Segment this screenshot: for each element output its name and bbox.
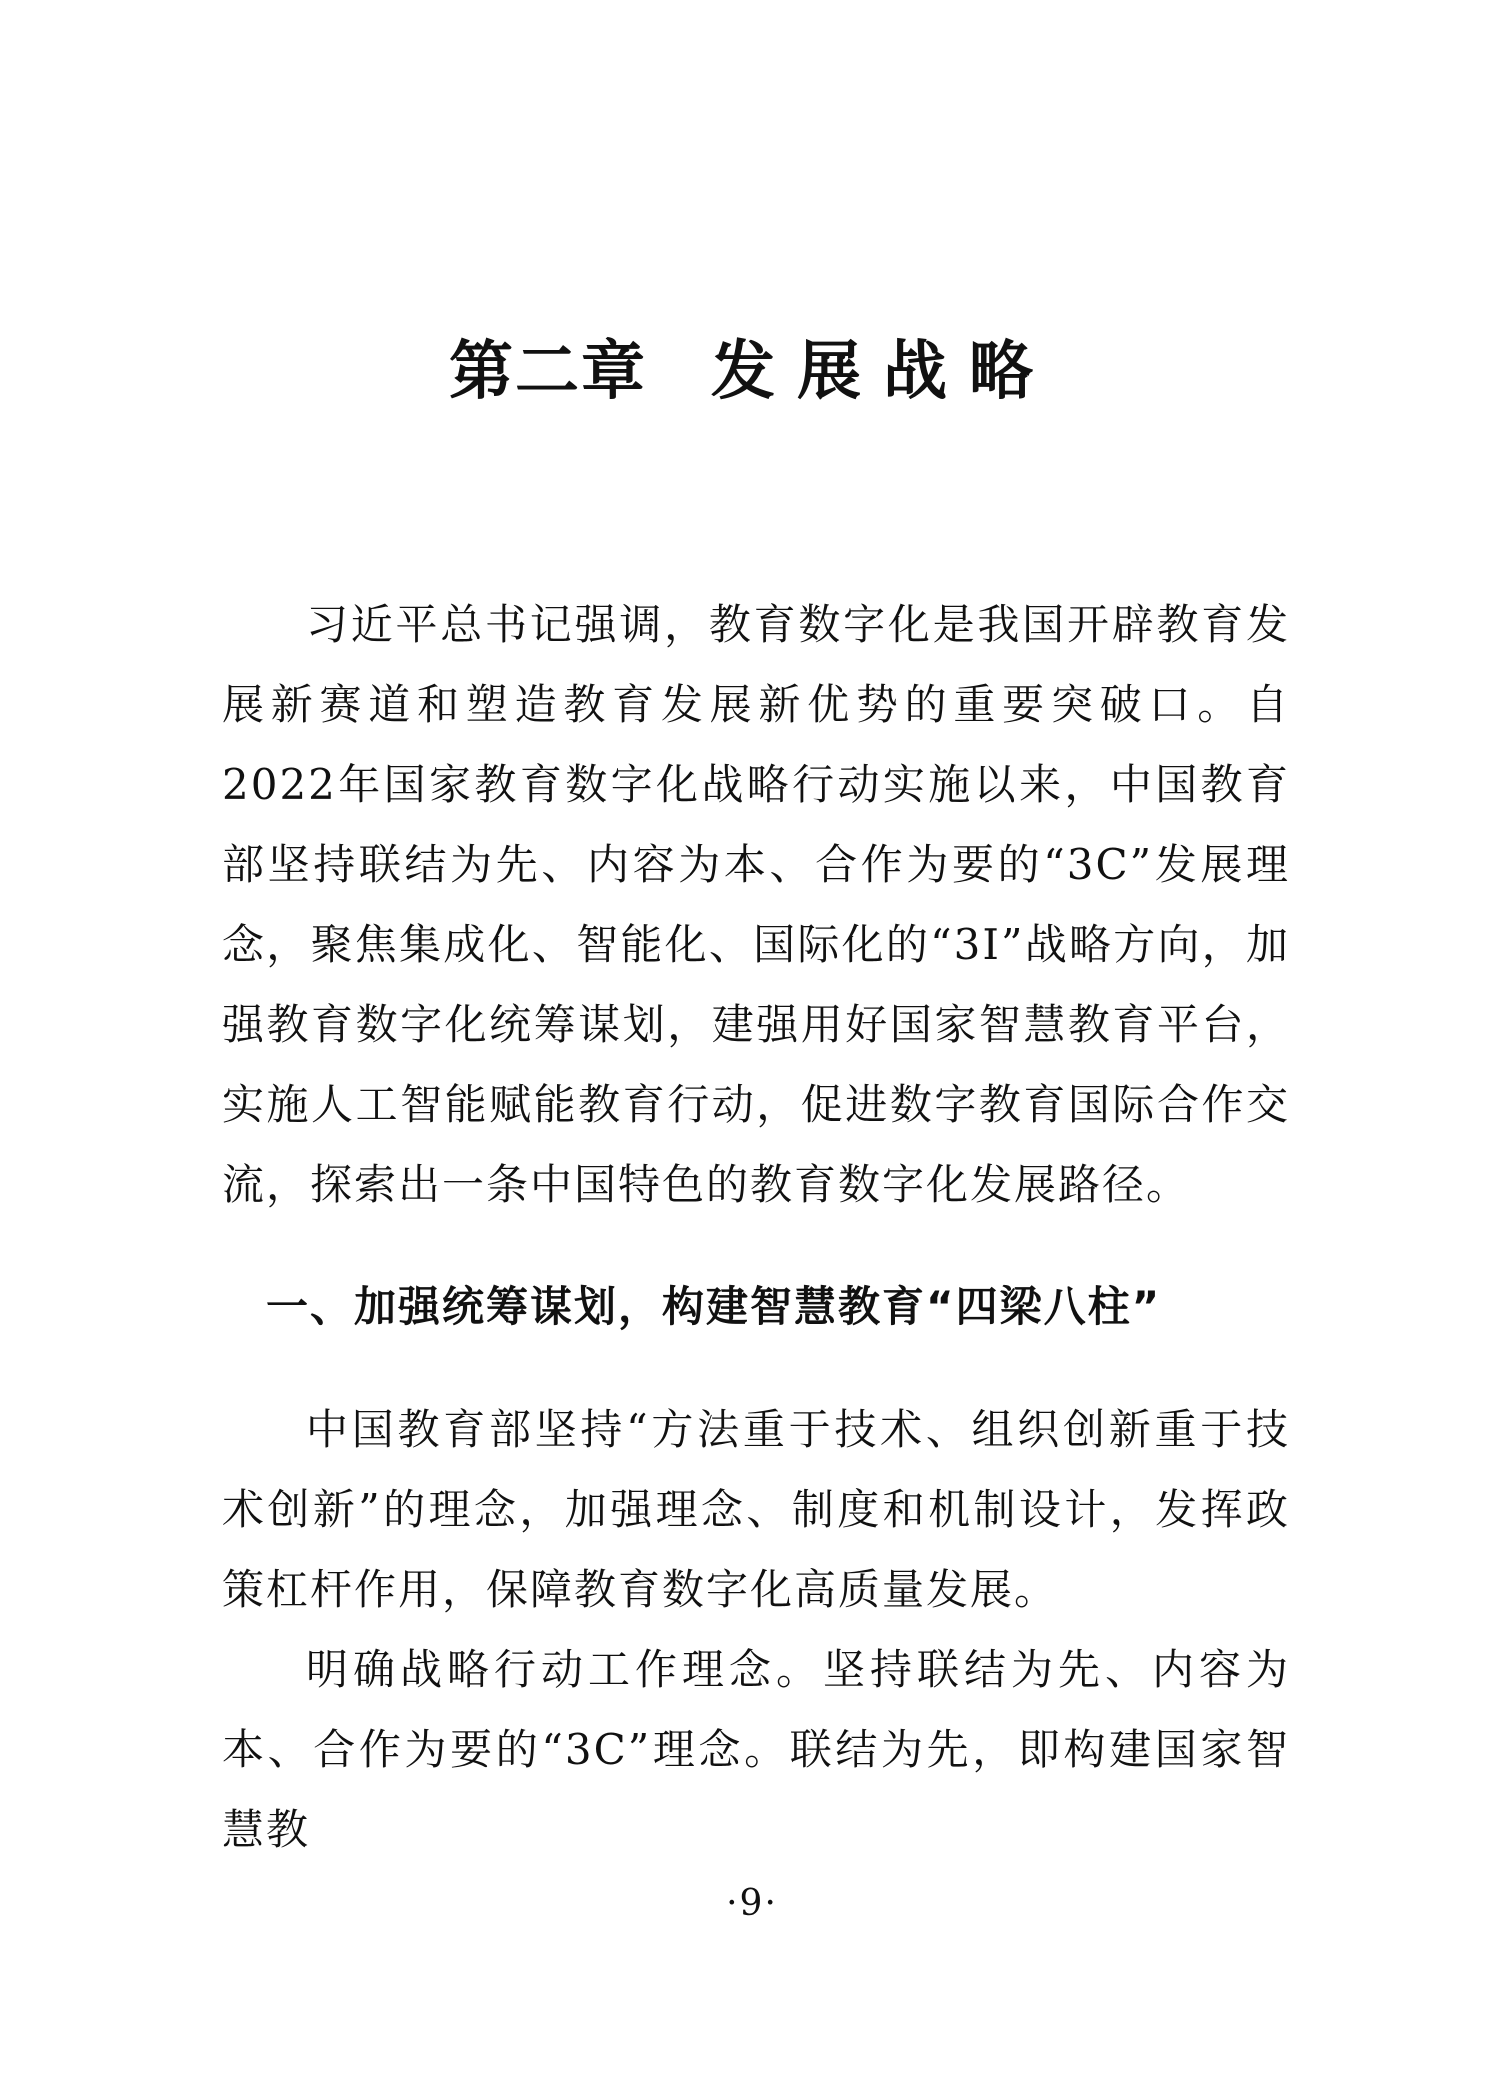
section-paragraph: 明确战略行动工作理念。坚持联结为先、内容为本、合作为要的“3C”理念。联结为先，即构建国家智慧教: [222, 1645, 1290, 1854]
section-paragraph: 中国教育部坚持“方法重于技术、组织创新重于技术创新”的理念，加强理念、制度和机制设计，发挥政策杠杆作用，保障教育数字化高质量发展。: [222, 1405, 1290, 1614]
section-body: [222, 1390, 1290, 1870]
page-number: ·9·: [726, 1883, 778, 1924]
chapter-title: [0, 332, 1504, 412]
intro-block: [222, 585, 1290, 1225]
chapter-name: 发展战略: [711, 334, 1055, 409]
intro-paragraph: 习近平总书记强调，教育数字化是我国开辟教育发展新赛道和塑造教育发展新优势的重要突破口。自2022年国家教育数字化战略行动实施以来，中国教育部坚持联结为先、内容为本、合作为要的“3C”发展理念，聚焦集成化、智能化、国际化的“3I”战略方向，加强教育数字化统筹谋划，建强用好国家智慧教育平台，实施人工智能赋能教育行动，促进数字教育国际合作交流，探索出一条中国特色的教育数字化发展路径。: [222, 600, 1290, 1209]
section-heading: 一、加强统筹谋划，构建智慧教育“四梁八柱”: [266, 1282, 1162, 1331]
chapter-number: 第二章: [449, 334, 647, 409]
